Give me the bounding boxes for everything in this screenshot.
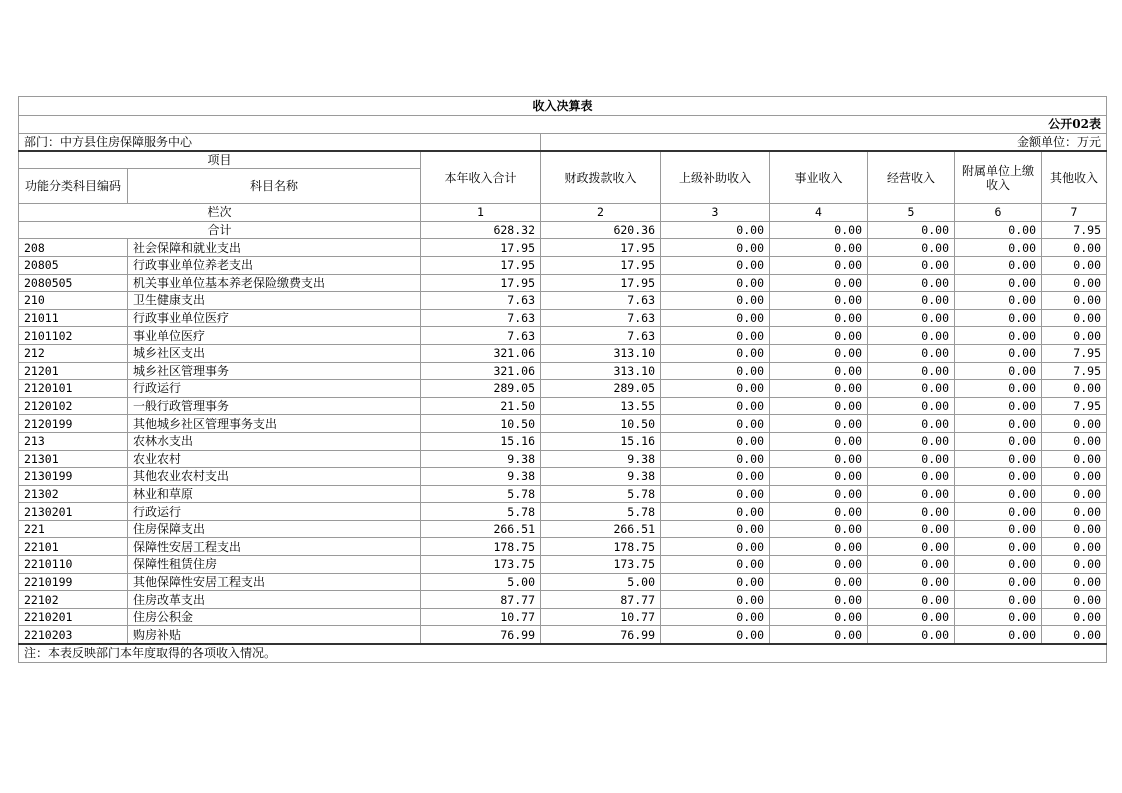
amount-cell: 0.00	[868, 415, 955, 433]
amount-cell: 76.99	[421, 626, 541, 644]
amount-cell: 0.00	[661, 256, 770, 274]
subject-name: 城乡社区管理事务	[128, 362, 421, 380]
amount-cell: 7.95	[1042, 362, 1107, 380]
amount-cell: 0.00	[955, 432, 1042, 450]
amount-cell: 0.00	[770, 520, 868, 538]
amount-cell: 0.00	[1042, 432, 1107, 450]
amount-cell: 0.00	[770, 608, 868, 626]
subject-code: 2080505	[19, 274, 128, 292]
amount-cell: 5.00	[541, 573, 661, 591]
amount-cell: 0.00	[770, 415, 868, 433]
amount-cell: 13.55	[541, 397, 661, 415]
amount-cell: 5.78	[541, 485, 661, 503]
amount-cell: 87.77	[541, 591, 661, 609]
amount-cell: 0.00	[1042, 556, 1107, 574]
total-value: 0.00	[770, 221, 868, 239]
amount-cell: 0.00	[868, 380, 955, 398]
amount-cell: 0.00	[955, 309, 1042, 327]
amount-cell: 0.00	[770, 344, 868, 362]
header-col-1: 本年收入合计	[421, 151, 541, 204]
amount-cell: 0.00	[868, 450, 955, 468]
table-row	[19, 380, 1107, 398]
amount-cell: 0.00	[661, 362, 770, 380]
amount-cell: 0.00	[955, 591, 1042, 609]
subject-name: 住房保障支出	[128, 520, 421, 538]
subject-name: 保障性安居工程支出	[128, 538, 421, 556]
amount-cell: 266.51	[421, 520, 541, 538]
amount-cell: 0.00	[955, 327, 1042, 345]
header-col-5: 经营收入	[868, 151, 955, 204]
col-number: 6	[955, 204, 1042, 222]
total-row	[19, 221, 1107, 239]
amount-cell: 17.95	[541, 256, 661, 274]
amount-cell: 0.00	[955, 485, 1042, 503]
amount-cell: 0.00	[661, 556, 770, 574]
col-number: 4	[770, 204, 868, 222]
amount-cell: 0.00	[770, 256, 868, 274]
amount-cell: 0.00	[955, 450, 1042, 468]
amount-cell: 0.00	[1042, 327, 1107, 345]
amount-cell: 76.99	[541, 626, 661, 644]
subject-code: 2120102	[19, 397, 128, 415]
amount-cell: 321.06	[421, 344, 541, 362]
amount-cell: 0.00	[955, 397, 1042, 415]
amount-cell: 0.00	[955, 503, 1042, 521]
amount-cell: 0.00	[661, 432, 770, 450]
amount-cell: 0.00	[770, 327, 868, 345]
form-number: 公开02表	[541, 116, 1107, 134]
amount-cell: 0.00	[661, 520, 770, 538]
subject-name: 其他农业农村支出	[128, 468, 421, 486]
amount-cell: 15.16	[421, 432, 541, 450]
amount-cell: 9.38	[421, 468, 541, 486]
amount-cell: 0.00	[1042, 520, 1107, 538]
amount-cell: 0.00	[868, 344, 955, 362]
table-row	[19, 626, 1107, 644]
amount-cell: 0.00	[868, 362, 955, 380]
amount-cell: 0.00	[955, 415, 1042, 433]
amount-cell: 0.00	[955, 380, 1042, 398]
table-row	[19, 327, 1107, 345]
subject-code: 210	[19, 292, 128, 310]
header-item: 项目	[19, 151, 421, 169]
amount-cell: 0.00	[661, 415, 770, 433]
amount-cell: 0.00	[770, 503, 868, 521]
col-number: 1	[421, 204, 541, 222]
amount-cell: 5.78	[541, 503, 661, 521]
amount-cell: 289.05	[541, 380, 661, 398]
subject-code: 2130201	[19, 503, 128, 521]
amount-cell: 7.63	[421, 327, 541, 345]
subject-name: 农林水支出	[128, 432, 421, 450]
subject-code: 21301	[19, 450, 128, 468]
amount-cell: 289.05	[421, 380, 541, 398]
amount-cell: 0.00	[661, 573, 770, 591]
amount-cell: 0.00	[770, 380, 868, 398]
amount-cell: 0.00	[770, 274, 868, 292]
table-row	[19, 608, 1107, 626]
amount-cell: 87.77	[421, 591, 541, 609]
amount-cell: 266.51	[541, 520, 661, 538]
amount-cell: 0.00	[955, 239, 1042, 257]
subject-code: 20805	[19, 256, 128, 274]
table-title: 收入决算表	[19, 97, 1107, 116]
amount-cell: 0.00	[770, 397, 868, 415]
subject-code: 2120199	[19, 415, 128, 433]
amount-cell: 0.00	[661, 309, 770, 327]
subject-code: 2210199	[19, 573, 128, 591]
subject-code: 221	[19, 520, 128, 538]
amount-cell: 7.63	[541, 292, 661, 310]
col-number: 2	[541, 204, 661, 222]
amount-cell: 0.00	[661, 344, 770, 362]
subject-name: 一般行政管理事务	[128, 397, 421, 415]
col-number: 7	[1042, 204, 1107, 222]
amount-cell: 0.00	[1042, 274, 1107, 292]
amount-cell: 0.00	[955, 520, 1042, 538]
table-row	[19, 485, 1107, 503]
amount-cell: 0.00	[661, 485, 770, 503]
amount-cell: 0.00	[1042, 239, 1107, 257]
table-row	[19, 538, 1107, 556]
table-row	[19, 556, 1107, 574]
header-col-2: 财政拨款收入	[541, 151, 661, 204]
amount-cell: 0.00	[868, 327, 955, 345]
header-col-3: 上级补助收入	[661, 151, 770, 204]
amount-cell: 0.00	[868, 556, 955, 574]
amount-cell: 0.00	[868, 626, 955, 644]
amount-cell: 173.75	[421, 556, 541, 574]
amount-cell: 178.75	[421, 538, 541, 556]
amount-cell: 7.63	[541, 327, 661, 345]
subject-code: 22102	[19, 591, 128, 609]
amount-cell: 0.00	[770, 309, 868, 327]
amount-cell: 0.00	[661, 626, 770, 644]
total-value: 628.32	[421, 221, 541, 239]
amount-cell: 5.78	[421, 503, 541, 521]
amount-cell: 0.00	[770, 573, 868, 591]
table-row	[19, 573, 1107, 591]
subject-name: 卫生健康支出	[128, 292, 421, 310]
amount-cell: 321.06	[421, 362, 541, 380]
subject-code: 2120101	[19, 380, 128, 398]
subject-name: 林业和草原	[128, 485, 421, 503]
amount-cell: 0.00	[868, 538, 955, 556]
subject-name: 其他城乡社区管理事务支出	[128, 415, 421, 433]
subject-name: 住房公积金	[128, 608, 421, 626]
subject-name: 行政运行	[128, 503, 421, 521]
subject-name: 行政运行	[128, 380, 421, 398]
subject-code: 2210203	[19, 626, 128, 644]
amount-cell: 0.00	[1042, 468, 1107, 486]
amount-cell: 0.00	[1042, 309, 1107, 327]
amount-cell: 0.00	[1042, 538, 1107, 556]
subject-code: 2130199	[19, 468, 128, 486]
amount-cell: 0.00	[1042, 591, 1107, 609]
subject-code: 2101102	[19, 327, 128, 345]
subject-code: 2210201	[19, 608, 128, 626]
amount-cell: 10.50	[421, 415, 541, 433]
amount-cell: 0.00	[661, 239, 770, 257]
amount-cell: 17.95	[421, 256, 541, 274]
amount-cell: 0.00	[661, 274, 770, 292]
amount-cell: 0.00	[955, 468, 1042, 486]
total-value: 7.95	[1042, 221, 1107, 239]
subject-code: 213	[19, 432, 128, 450]
subject-name: 城乡社区支出	[128, 344, 421, 362]
amount-cell: 15.16	[541, 432, 661, 450]
header-code: 功能分类科目编码	[19, 169, 128, 204]
amount-cell: 0.00	[770, 468, 868, 486]
subject-code: 212	[19, 344, 128, 362]
amount-cell: 0.00	[955, 362, 1042, 380]
amount-cell: 0.00	[955, 256, 1042, 274]
amount-cell: 0.00	[868, 292, 955, 310]
amount-cell: 0.00	[661, 591, 770, 609]
col-index-label: 栏次	[19, 204, 421, 222]
table-row	[19, 468, 1107, 486]
header-col-7: 其他收入	[1042, 151, 1107, 204]
amount-cell: 0.00	[1042, 380, 1107, 398]
amount-cell: 0.00	[661, 538, 770, 556]
amount-cell: 0.00	[661, 608, 770, 626]
amount-cell: 7.63	[541, 309, 661, 327]
amount-cell: 0.00	[955, 538, 1042, 556]
amount-cell: 0.00	[770, 239, 868, 257]
subject-name: 行政事业单位医疗	[128, 309, 421, 327]
amount-cell: 0.00	[868, 309, 955, 327]
amount-cell: 0.00	[661, 327, 770, 345]
table-row	[19, 503, 1107, 521]
table-row	[19, 309, 1107, 327]
amount-cell: 0.00	[868, 239, 955, 257]
subject-name: 农业农村	[128, 450, 421, 468]
table-row	[19, 239, 1107, 257]
amount-cell: 0.00	[1042, 626, 1107, 644]
amount-cell: 0.00	[661, 292, 770, 310]
header-col-6: 附属单位上缴收入	[955, 151, 1042, 204]
amount-cell: 0.00	[661, 397, 770, 415]
amount-cell: 17.95	[421, 239, 541, 257]
subject-name: 购房补贴	[128, 626, 421, 644]
amount-cell: 0.00	[868, 591, 955, 609]
unit-label: 金额单位：万元	[541, 133, 1107, 151]
income-statement-table	[18, 96, 1107, 663]
amount-cell: 0.00	[1042, 292, 1107, 310]
amount-cell: 9.38	[421, 450, 541, 468]
amount-cell: 7.63	[421, 292, 541, 310]
table-row	[19, 450, 1107, 468]
amount-cell: 0.00	[770, 485, 868, 503]
amount-cell: 5.78	[421, 485, 541, 503]
amount-cell: 0.00	[1042, 573, 1107, 591]
amount-cell: 0.00	[1042, 256, 1107, 274]
amount-cell: 0.00	[1042, 415, 1107, 433]
amount-cell: 7.63	[421, 309, 541, 327]
amount-cell: 0.00	[955, 608, 1042, 626]
amount-cell: 0.00	[770, 626, 868, 644]
amount-cell: 0.00	[868, 573, 955, 591]
amount-cell: 178.75	[541, 538, 661, 556]
amount-cell: 0.00	[1042, 485, 1107, 503]
table-row	[19, 591, 1107, 609]
amount-cell: 7.95	[1042, 397, 1107, 415]
subject-name: 社会保障和就业支出	[128, 239, 421, 257]
amount-cell: 21.50	[421, 397, 541, 415]
amount-cell: 0.00	[868, 274, 955, 292]
subject-name: 其他保障性安居工程支出	[128, 573, 421, 591]
amount-cell: 0.00	[770, 538, 868, 556]
amount-cell: 313.10	[541, 344, 661, 362]
amount-cell: 0.00	[955, 274, 1042, 292]
department-label: 部门：中方县住房保障服务中心	[19, 133, 541, 151]
amount-cell: 10.50	[541, 415, 661, 433]
amount-cell: 0.00	[770, 591, 868, 609]
table-row	[19, 274, 1107, 292]
subject-code: 22101	[19, 538, 128, 556]
table-row	[19, 292, 1107, 310]
amount-cell: 9.38	[541, 450, 661, 468]
total-value: 0.00	[868, 221, 955, 239]
amount-cell: 17.95	[421, 274, 541, 292]
subject-code: 21011	[19, 309, 128, 327]
header-col-4: 事业收入	[770, 151, 868, 204]
amount-cell: 9.38	[541, 468, 661, 486]
amount-cell: 173.75	[541, 556, 661, 574]
amount-cell: 313.10	[541, 362, 661, 380]
table-row	[19, 362, 1107, 380]
table-row	[19, 397, 1107, 415]
amount-cell: 0.00	[661, 503, 770, 521]
amount-cell: 0.00	[1042, 503, 1107, 521]
amount-cell: 10.77	[541, 608, 661, 626]
amount-cell: 0.00	[868, 503, 955, 521]
amount-cell: 17.95	[541, 239, 661, 257]
subject-code: 21302	[19, 485, 128, 503]
subject-name: 事业单位医疗	[128, 327, 421, 345]
amount-cell: 10.77	[421, 608, 541, 626]
total-value: 0.00	[955, 221, 1042, 239]
amount-cell: 0.00	[868, 256, 955, 274]
table-row	[19, 344, 1107, 362]
subject-name: 机关事业单位基本养老保险缴费支出	[128, 274, 421, 292]
subject-code: 21201	[19, 362, 128, 380]
total-label: 合计	[19, 221, 421, 239]
table-row	[19, 432, 1107, 450]
col-number: 3	[661, 204, 770, 222]
subject-code: 208	[19, 239, 128, 257]
amount-cell: 0.00	[955, 556, 1042, 574]
amount-cell: 17.95	[541, 274, 661, 292]
amount-cell: 5.00	[421, 573, 541, 591]
amount-cell: 0.00	[868, 608, 955, 626]
amount-cell: 0.00	[955, 292, 1042, 310]
form-no-spacer	[19, 116, 541, 134]
amount-cell: 0.00	[868, 397, 955, 415]
amount-cell: 0.00	[770, 556, 868, 574]
amount-cell: 0.00	[955, 573, 1042, 591]
table-row	[19, 415, 1107, 433]
table-row	[19, 520, 1107, 538]
amount-cell: 0.00	[770, 292, 868, 310]
total-value: 0.00	[661, 221, 770, 239]
amount-cell: 0.00	[868, 520, 955, 538]
amount-cell: 0.00	[1042, 450, 1107, 468]
amount-cell: 0.00	[661, 468, 770, 486]
total-value: 620.36	[541, 221, 661, 239]
table-row	[19, 256, 1107, 274]
subject-name: 保障性租赁住房	[128, 556, 421, 574]
amount-cell: 0.00	[1042, 608, 1107, 626]
table-note: 注：本表反映部门本年度取得的各项收入情况。	[19, 644, 1107, 662]
col-number: 5	[868, 204, 955, 222]
amount-cell: 0.00	[868, 485, 955, 503]
header-name: 科目名称	[128, 169, 421, 204]
amount-cell: 0.00	[868, 432, 955, 450]
amount-cell: 0.00	[955, 626, 1042, 644]
subject-code: 2210110	[19, 556, 128, 574]
amount-cell: 0.00	[868, 468, 955, 486]
amount-cell: 0.00	[661, 380, 770, 398]
subject-name: 行政事业单位养老支出	[128, 256, 421, 274]
amount-cell: 0.00	[955, 344, 1042, 362]
amount-cell: 0.00	[770, 362, 868, 380]
amount-cell: 0.00	[770, 432, 868, 450]
amount-cell: 0.00	[770, 450, 868, 468]
amount-cell: 7.95	[1042, 344, 1107, 362]
amount-cell: 0.00	[661, 450, 770, 468]
subject-name: 住房改革支出	[128, 591, 421, 609]
